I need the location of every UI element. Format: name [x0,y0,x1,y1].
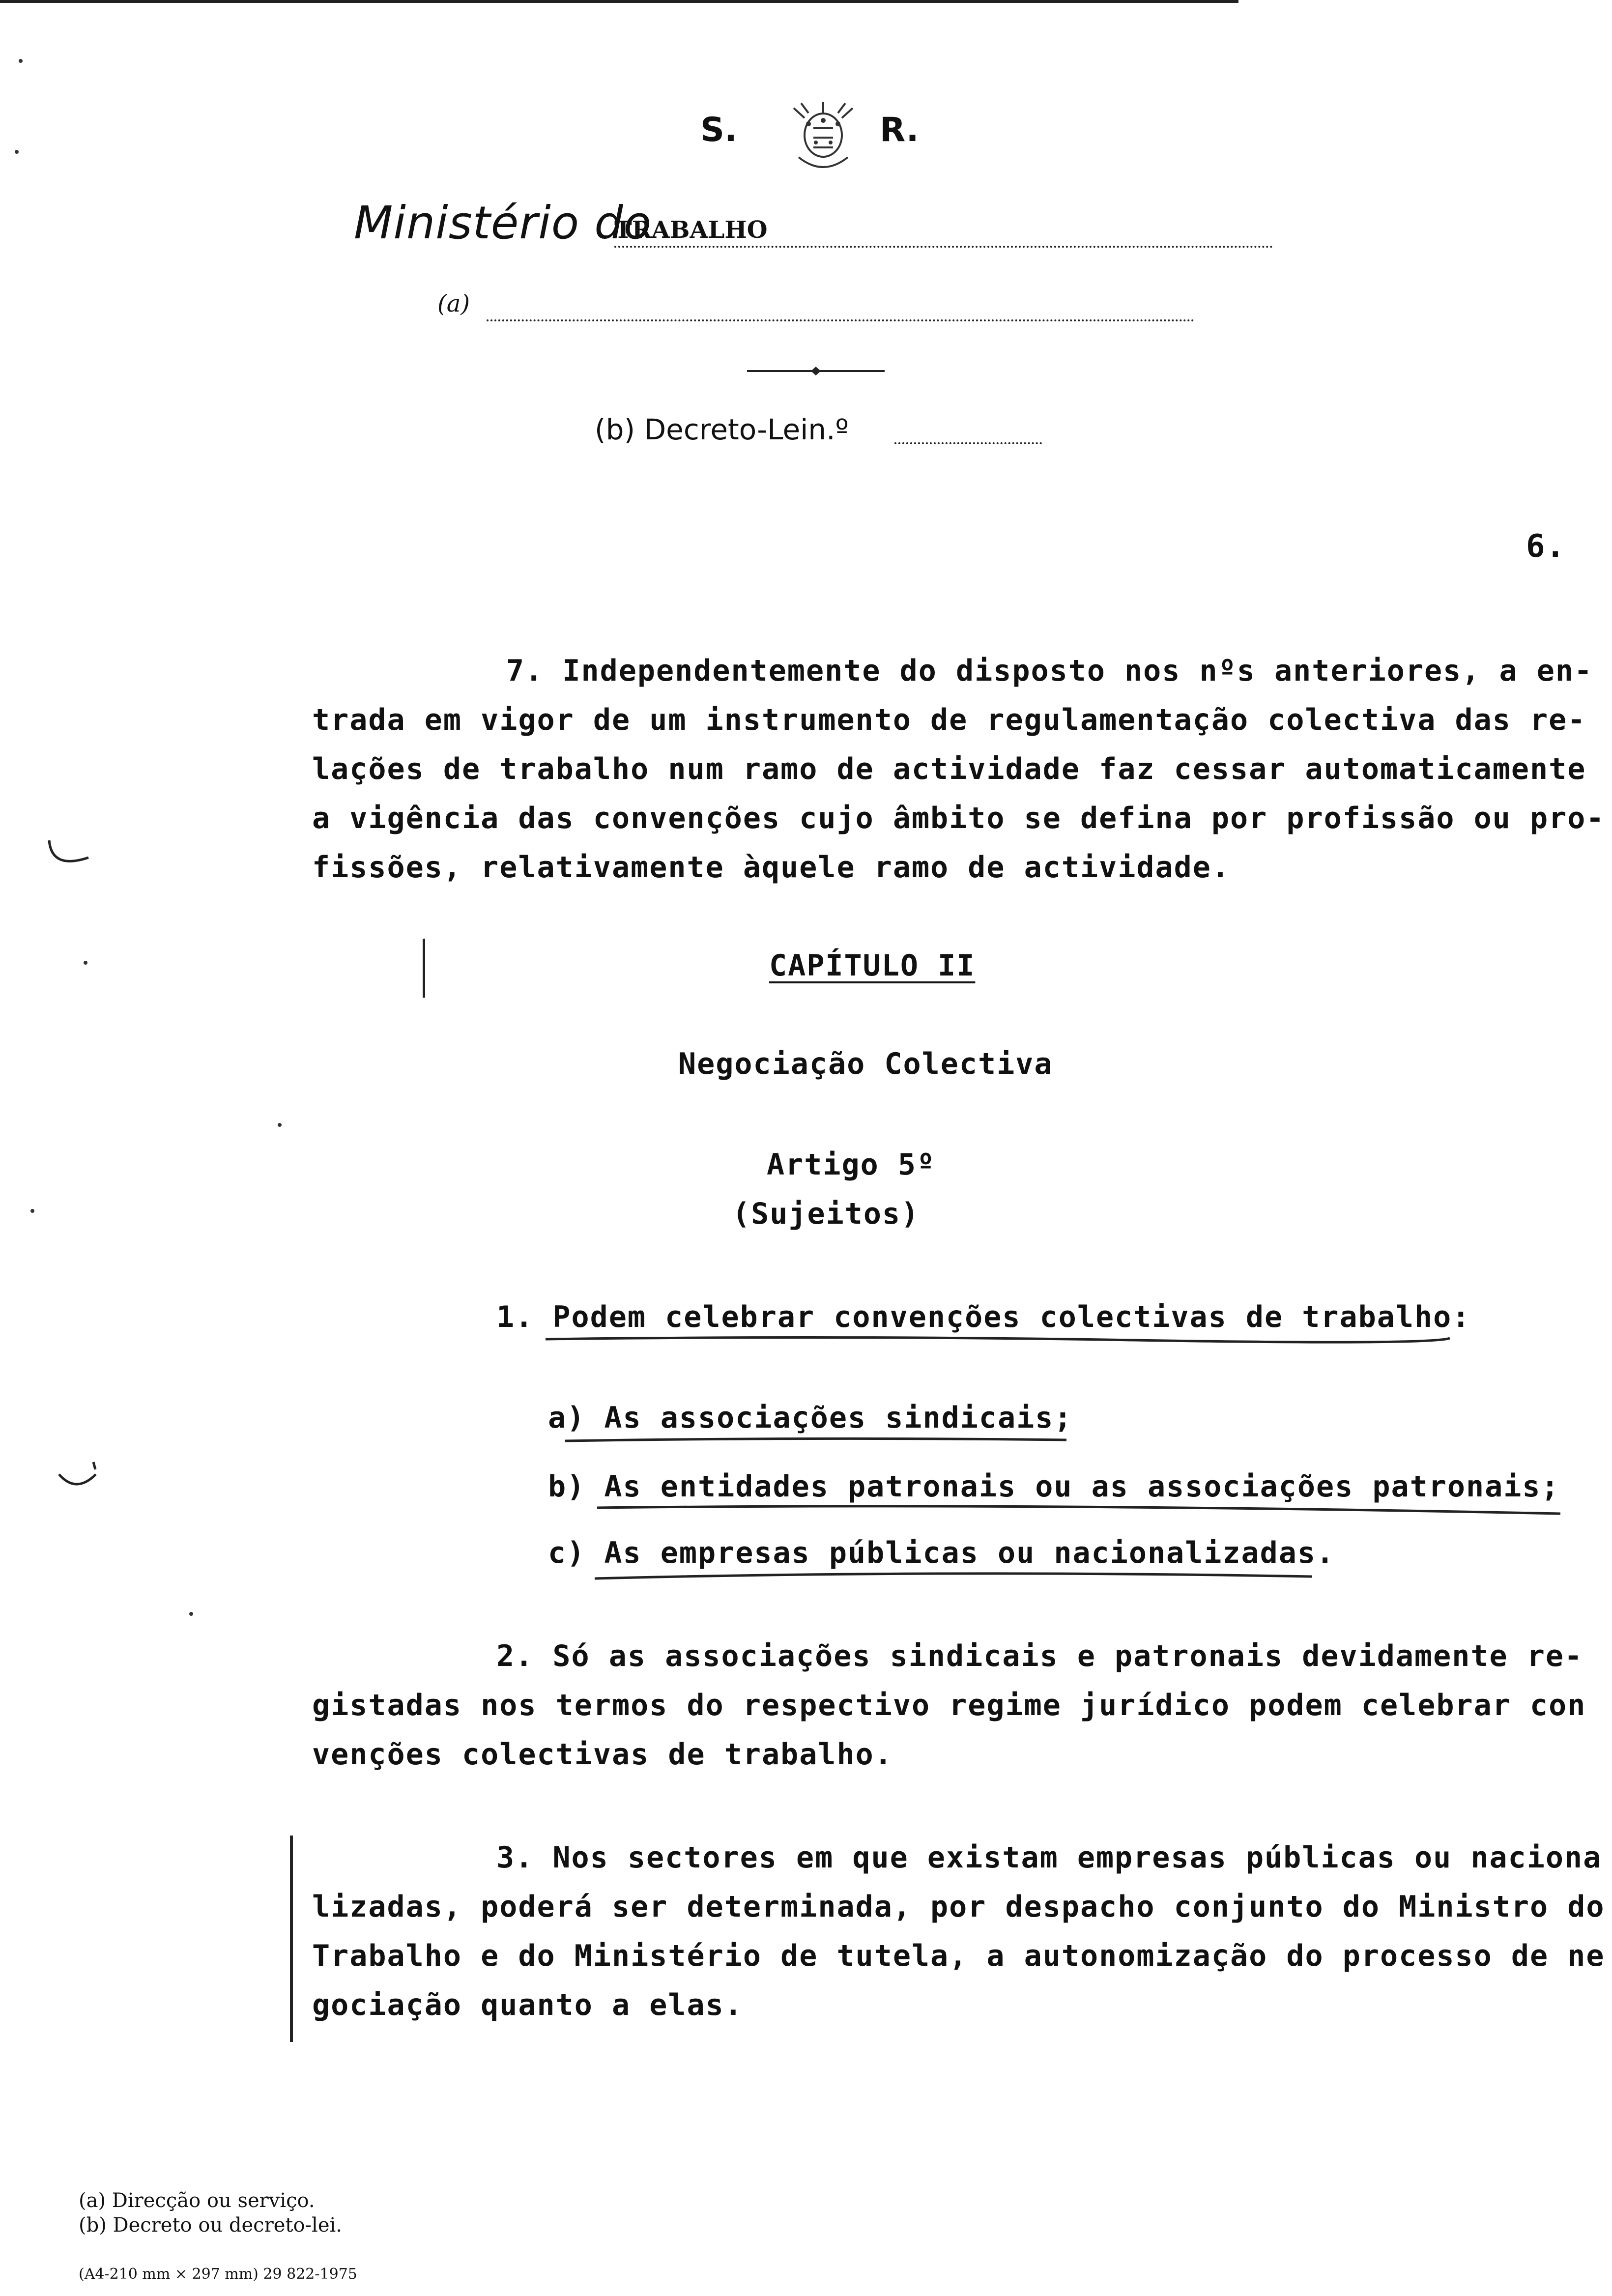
scan-speck [30,1209,34,1213]
footnote-a: (a) Direcção ou serviço. [79,2189,315,2212]
header-right-letter: R. [880,111,919,149]
scan-speck [278,1123,282,1127]
paragraph-line: gistadas nos termos do respectivo regime jurídico podem celebrar con [312,1688,1586,1722]
handwritten-underline [565,1430,1066,1450]
item-1-a: a) As associações sindicais; [548,1401,1073,1435]
page-number: 6. [1526,528,1566,565]
field-a-label: (a) [437,290,470,317]
header-left-letter: S. [700,111,737,149]
scan-speck [84,961,87,965]
paragraph-line: 7. Independentemente do disposto nos nºs anteriores, a en- [506,654,1593,688]
item-1-c: c) As empresas públicas ou nacionalizadas. [548,1536,1335,1570]
ministry-dotted-line [614,246,1273,248]
paragraph-line: lizadas, poderá ser determinada, por despacho conjunto do Ministro do [312,1890,1605,1924]
top-border-rule [0,0,1238,3]
ministry-line [354,197,1273,256]
paragraph-line: Trabalho e do Ministério de tutela, a autonomização do processo de ne [312,1939,1605,1973]
paragraph-line: gociação quanto a elas. [312,1988,743,2022]
margin-bracket [290,1836,293,2042]
item-1: 1. Podem celebrar convenções colectivas de trabalho: [496,1300,1471,1334]
paragraph-line: trada em vigor de um instrumento de regulamentação colectiva das re- [312,703,1586,737]
decree-label: (b) Decreto-Lein.º [595,413,849,446]
paragraph-line: venções colectivas de trabalho. [312,1737,893,1772]
scan-speck [15,150,19,154]
punch-hole-mark [54,1455,103,1499]
paragraph-line: 3. Nos sectores em que existam empresas públicas ou naciona [496,1840,1602,1875]
scan-speck [189,1612,193,1616]
paragraph-line: lações de trabalho num ramo de actividade faz cessar automaticamente [312,752,1586,786]
coat-of-arms-icon [779,98,867,177]
decree-dotted-line [894,442,1042,444]
article-heading: Artigo 5º [767,1148,936,1182]
handwritten-underline [546,1329,1450,1349]
scan-speck [19,59,23,63]
item-1-b: b) As entidades patronais ou as associações patronais; [548,1469,1560,1504]
handwritten-underline [597,1499,1560,1523]
paragraph-line: a vigência das convenções cujo âmbito se defina por profissão ou pro- [312,801,1605,835]
article-subtitle: (Sujeitos) [732,1197,920,1231]
field-a-dotted-line [487,319,1194,321]
punch-hole-mark [44,835,93,875]
ornament-divider [747,364,885,378]
chapter-heading: CAPÍTULO II [769,948,976,983]
ministry-name: TRABALHO [614,216,768,244]
margin-vertical-mark [423,939,425,998]
chapter-subtitle: Negociação Colectiva [678,1047,1053,1081]
paragraph-line: 2. Só as associações sindicais e patronais devidamente re- [496,1639,1583,1673]
ministry-prefix: Ministério do [354,197,652,249]
paragraph-line: fissões, relativamente àquele ramo de actividade. [312,850,1231,885]
form-reference: (A4-210 mm × 297 mm) 29 822-1975 [79,2266,357,2283]
footnote-b: (b) Decreto ou decreto-lei. [79,2214,343,2237]
handwritten-underline [595,1563,1312,1587]
